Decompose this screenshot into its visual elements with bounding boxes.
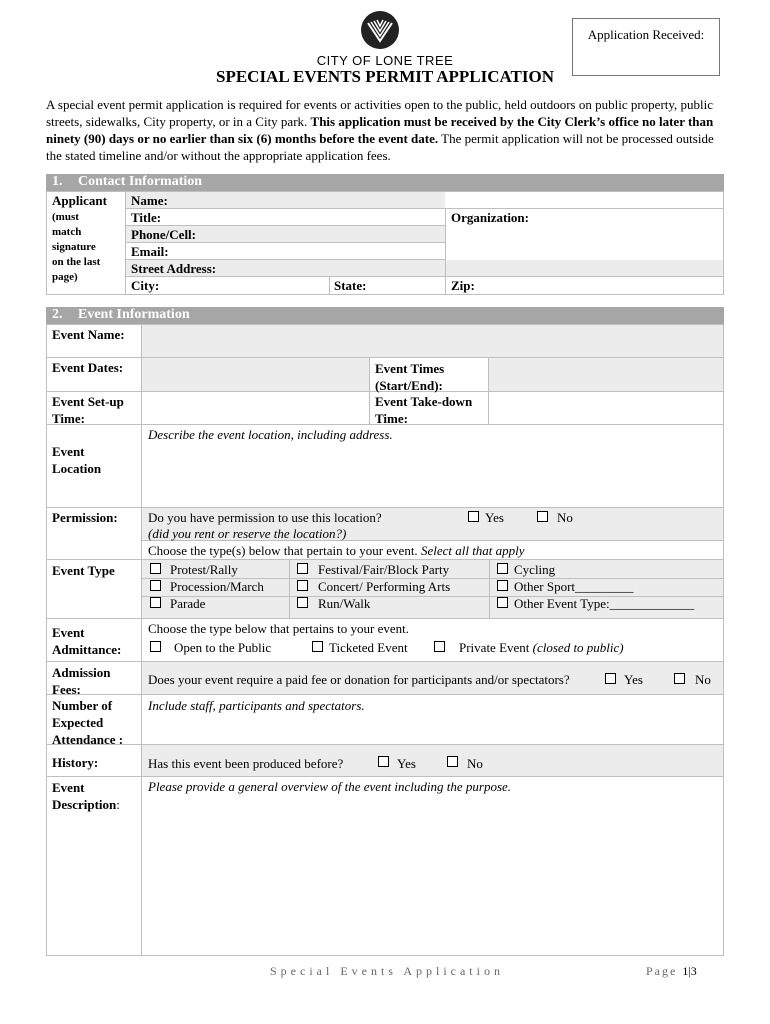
- cycling-label: Cycling: [514, 562, 556, 577]
- state-field[interactable]: State:: [334, 278, 367, 293]
- setup-time-label: Event Set-up Time:: [52, 394, 124, 426]
- city-logo: [360, 10, 400, 50]
- concert-label: Concert/ Performing Arts: [318, 579, 451, 594]
- attendance-label: Number of Expected Attendance :: [52, 698, 124, 747]
- event-times-label: Event Times (Start/End):: [375, 361, 445, 393]
- page-title: SPECIAL EVENTS PERMIT APPLICATION: [215, 67, 555, 86]
- permission-no-checkbox[interactable]: [537, 511, 548, 522]
- history-yes-label: Yes: [397, 756, 416, 771]
- permission-label: Permission:: [52, 510, 118, 525]
- takedown-time-input[interactable]: [488, 392, 723, 424]
- event-location-input[interactable]: [142, 443, 723, 507]
- concert-checkbox[interactable]: [297, 580, 308, 591]
- event-description-label: Event Description:: [52, 780, 120, 812]
- takedown-time-label: Event Take-down Time:: [375, 394, 473, 426]
- city-name: CITY OF LONE TREE: [316, 53, 454, 68]
- private-checkbox[interactable]: [434, 641, 445, 652]
- festival-label: Festival/Fair/Block Party: [318, 562, 450, 577]
- name-field[interactable]: Name:: [131, 193, 168, 208]
- fees-yes-label: Yes: [624, 672, 643, 687]
- parade-checkbox[interactable]: [150, 597, 161, 608]
- fees-no-label: No: [695, 672, 711, 687]
- setup-time-input[interactable]: [142, 392, 369, 424]
- parade-label: Parade: [170, 596, 206, 611]
- event-times-input[interactable]: [488, 358, 723, 391]
- history-no-checkbox[interactable]: [447, 756, 458, 767]
- permission-question: Do you have permission to use this location?: [148, 510, 382, 525]
- attendance-input[interactable]: [142, 714, 723, 744]
- city-field[interactable]: City:: [131, 278, 160, 293]
- history-label: History:: [52, 755, 99, 770]
- applicant-note: (must match signature on the last page): [52, 211, 101, 283]
- run-walk-checkbox[interactable]: [297, 597, 308, 608]
- event-type-intro: Choose the type(s) below that pertain to your event. Select all that apply: [148, 543, 525, 558]
- run-walk-label: Run/Walk: [318, 596, 371, 611]
- organization-field[interactable]: Organization:: [451, 210, 529, 225]
- street-address-field[interactable]: Street Address:: [131, 261, 217, 276]
- fees-no-checkbox[interactable]: [674, 673, 685, 684]
- footer-label: Special Events Application: [270, 964, 504, 978]
- event-dates-label: Event Dates:: [52, 360, 124, 375]
- permission-yes-checkbox[interactable]: [468, 511, 479, 522]
- phone-field[interactable]: Phone/Cell:: [131, 227, 196, 242]
- event-description-hint: Please provide a general overview of the event including the purpose.: [148, 779, 512, 794]
- open-public-label: Open to the Public: [174, 640, 272, 655]
- festival-checkbox[interactable]: [297, 563, 308, 574]
- event-location-label: Event Location: [52, 444, 102, 476]
- other-sport-label: Other Sport_________: [514, 579, 634, 594]
- fees-yes-checkbox[interactable]: [605, 673, 616, 684]
- admittance-label: Event Admittance:: [52, 625, 122, 657]
- cycling-checkbox[interactable]: [497, 563, 508, 574]
- attendance-hint: Include staff, participants and spectators.: [148, 698, 365, 713]
- admission-fees-label: Admission Fees:: [52, 665, 111, 697]
- admission-fees-question: Does your event require a paid fee or donation for participants and/or spectators?: [148, 672, 570, 687]
- applicant-label: Applicant: [52, 193, 107, 208]
- email-field[interactable]: Email:: [131, 244, 169, 259]
- section-contact-header: 1. Contact Information: [46, 174, 724, 191]
- open-public-checkbox[interactable]: [150, 641, 161, 652]
- title-field[interactable]: Title:: [131, 210, 162, 225]
- event-name-label: Event Name:: [52, 327, 125, 342]
- page-number: Page 1|3: [646, 964, 697, 978]
- protest-rally-checkbox[interactable]: [150, 563, 161, 574]
- event-type-label: Event Type: [52, 563, 115, 578]
- history-question: Has this event been produced before?: [148, 756, 344, 771]
- other-event-type-checkbox[interactable]: [497, 597, 508, 608]
- zip-field[interactable]: Zip:: [451, 278, 475, 293]
- permission-yes-label: Yes: [485, 510, 504, 525]
- private-label: Private Event (closed to public): [459, 640, 624, 655]
- ticketed-checkbox[interactable]: [312, 641, 323, 652]
- application-received-box: Application Received:: [572, 18, 720, 76]
- ticketed-label: Ticketed Event: [329, 640, 408, 655]
- admittance-intro: Choose the type below that pertains to your event.: [148, 621, 410, 636]
- permission-no-label: No: [557, 510, 573, 525]
- event-dates-input[interactable]: [142, 358, 369, 391]
- procession-march-label: Procession/March: [170, 579, 264, 594]
- event-description-input[interactable]: [142, 797, 723, 955]
- permission-subtext: (did you rent or reserve the location?): [148, 526, 347, 541]
- history-no-label: No: [467, 756, 483, 771]
- protest-rally-label: Protest/Rally: [170, 562, 238, 577]
- procession-march-checkbox[interactable]: [150, 580, 161, 591]
- event-location-hint: Describe the event location, including address.: [148, 427, 393, 442]
- history-yes-checkbox[interactable]: [378, 756, 389, 767]
- other-sport-checkbox[interactable]: [497, 580, 508, 591]
- event-name-input[interactable]: [142, 325, 723, 357]
- section-event-header: 2. Event Information: [46, 307, 724, 324]
- other-event-type-label: Other Event Type:_____________: [514, 596, 695, 611]
- intro-paragraph: A special event permit application is required for events or activities open to the public, held outdoors on public property, public streets, sidewalks, City property, or in a City park. This application must be received by the City Clerk’s office no later than ninety (90) days or no earlier than six (6) months before the event date. The permit application will not be processed outside the stated timeline and/or without the appropriate application fees.: [46, 97, 714, 163]
